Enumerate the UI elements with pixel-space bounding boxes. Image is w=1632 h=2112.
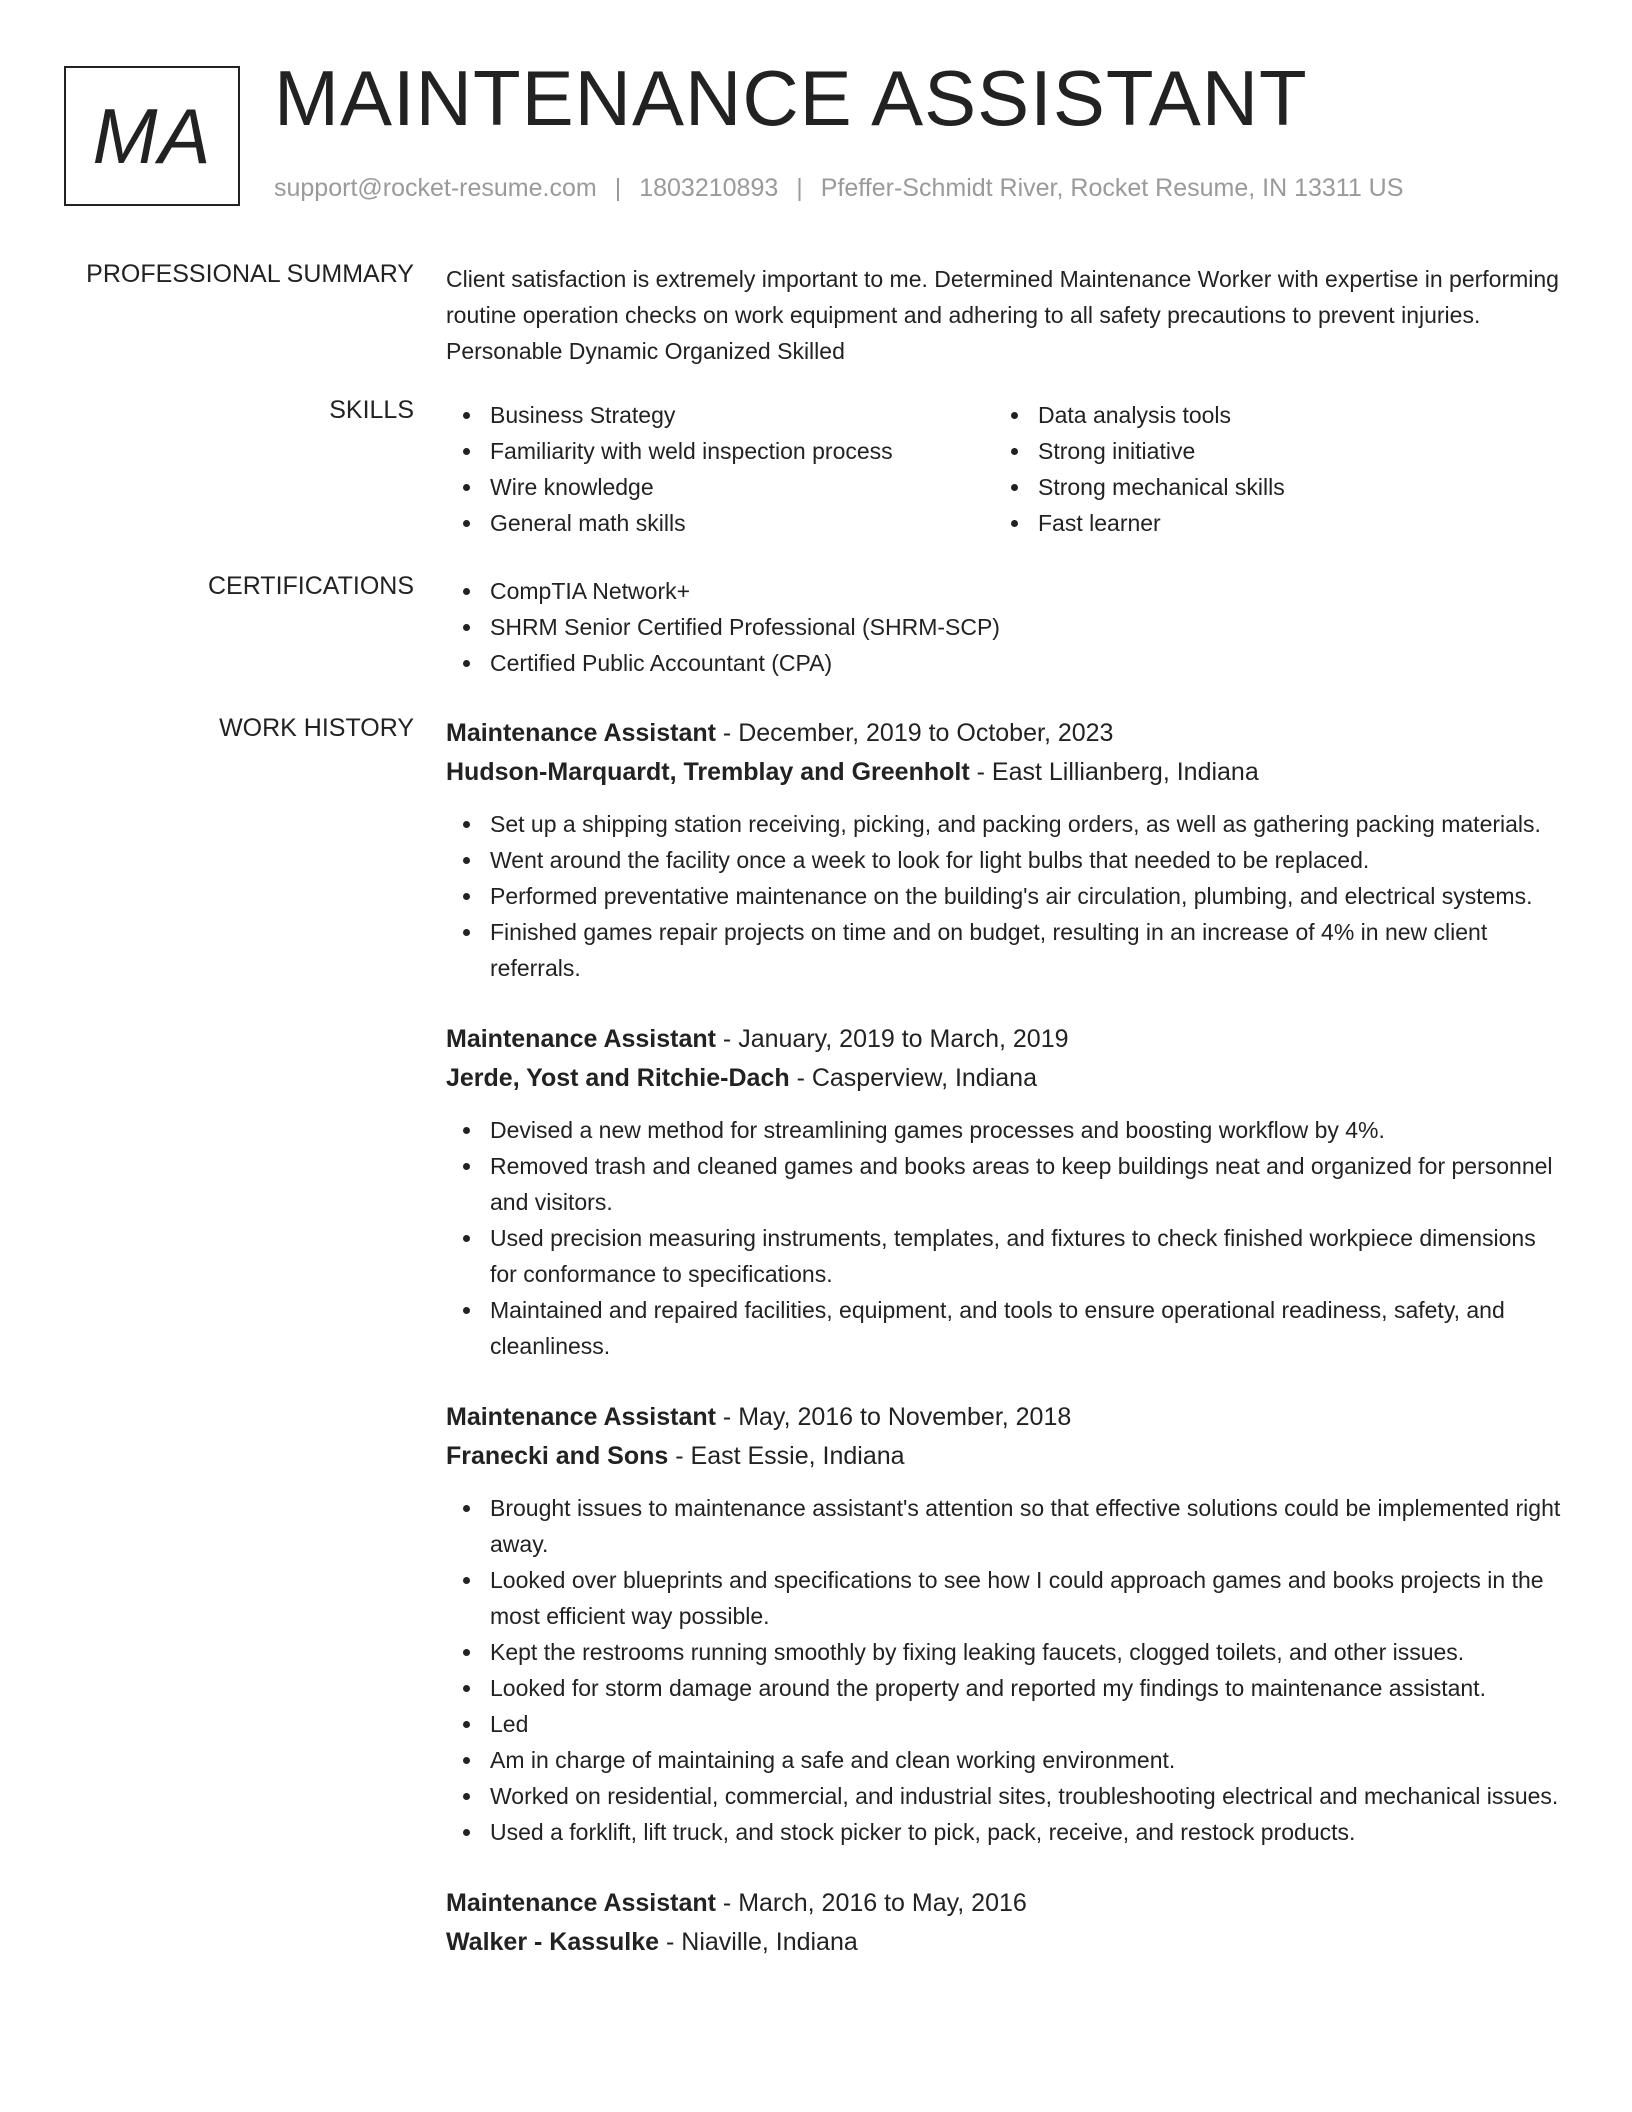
- monogram: MA: [64, 66, 240, 206]
- contact-address: Pfeffer-Schmidt River, Rocket Resume, IN 13311 US: [820, 174, 1404, 202]
- job-title-line: [446, 1020, 1566, 1059]
- job-title: Maintenance Assistant: [446, 1025, 716, 1053]
- job-bullet: Finished games repair projects on time and on budget, resulting in an increase of 4% in new client referrals.: [490, 914, 1566, 986]
- contact-separator: |: [614, 174, 622, 202]
- skill-item: Data analysis tools: [1038, 397, 1542, 433]
- job-company: Franecki and Sons: [446, 1442, 669, 1470]
- job-bullet: Removed trash and cleaned games and books areas to keep buildings neat and organized for personnel and visitors.: [490, 1148, 1566, 1220]
- skill-item: General math skills: [490, 505, 994, 541]
- section-heading-work-history: WORK HISTORY: [219, 714, 414, 742]
- job-bullet: Led: [490, 1706, 1566, 1742]
- job-location: - Casperview, Indiana: [789, 1064, 1037, 1092]
- skill-item: Strong initiative: [1038, 433, 1542, 469]
- section-heading-certifications: CERTIFICATIONS: [207, 572, 414, 600]
- job-bullet: Used a forklift, lift truck, and stock picker to pick, pack, receive, and restock products.: [490, 1814, 1566, 1850]
- job-bullet: Used precision measuring instruments, templates, and fixtures to check finished workpiece dimensions for conformance to specifications.: [490, 1220, 1566, 1292]
- skill-item: Fast learner: [1038, 505, 1542, 541]
- skill-item: Business Strategy: [490, 397, 994, 433]
- job-location: - Niaville, Indiana: [659, 1928, 858, 1956]
- job-location: - East Essie, Indiana: [668, 1442, 905, 1470]
- job-bullet: Worked on residential, commercial, and industrial sites, troubleshooting electrical and mechanical issues.: [490, 1778, 1566, 1814]
- summary-text: Client satisfaction is extremely important to me. Determined Maintenance Worker with expertise in performing routine operation checks on work equipment and adhering to all safety precautions to prevent injuries. Personable Dynamic Organized Skilled: [446, 266, 1559, 364]
- section-heading-summary: PROFESSIONAL SUMMARY: [86, 260, 414, 288]
- certification-item: Certified Public Accountant (CPA): [490, 645, 1566, 681]
- job-title: Maintenance Assistant: [446, 1889, 716, 1917]
- job-bullet: Kept the restrooms running smoothly by fixing leaking faucets, clogged toilets, and other issues.: [490, 1634, 1566, 1670]
- job-company: Walker - Kassulke: [446, 1928, 660, 1956]
- job-title-line: [446, 1398, 1566, 1437]
- job-bullets: [446, 1490, 1566, 1850]
- job-dates: - May, 2016 to November, 2018: [715, 1403, 1072, 1431]
- job-title-line: [446, 714, 1566, 753]
- skill-item: Strong mechanical skills: [1038, 469, 1542, 505]
- job-bullet: Looked for storm damage around the property and reported my findings to maintenance assistant.: [490, 1670, 1566, 1706]
- job-dates: - December, 2019 to October, 2023: [715, 719, 1114, 747]
- skills-list-left: [446, 397, 994, 541]
- job-bullet: Am in charge of maintaining a safe and clean working environment.: [490, 1742, 1566, 1778]
- job-bullets: [446, 1112, 1566, 1364]
- job-bullet: Set up a shipping station receiving, picking, and packing orders, as well as gathering packing materials.: [490, 806, 1566, 842]
- skill-item: Familiarity with weld inspection process: [490, 433, 994, 469]
- job-company: Hudson-Marquardt, Tremblay and Greenholt: [446, 758, 970, 786]
- job-company: Jerde, Yost and Ritchie-Dach: [446, 1064, 790, 1092]
- job-company-line: [446, 753, 1566, 792]
- job-entry: [446, 1398, 1566, 1850]
- contact-phone: 1803210893: [639, 174, 779, 202]
- section-heading-skills: SKILLS: [329, 396, 414, 424]
- job-entry: [446, 1020, 1566, 1364]
- job-location: - East Lillianberg, Indiana: [969, 758, 1259, 786]
- job-bullet: Went around the facility once a week to look for light bulbs that needed to be replaced.: [490, 842, 1566, 878]
- job-bullet: Looked over blueprints and specifications to see how I could approach games and books projects in the most efficient way possible.: [490, 1562, 1566, 1634]
- job-company-line: [446, 1923, 1566, 1962]
- contact-line: [274, 174, 1403, 203]
- job-title-line: [446, 1884, 1566, 1923]
- job-bullet: Maintained and repaired facilities, equipment, and tools to ensure operational readiness, safety, and cleanliness.: [490, 1292, 1566, 1364]
- certifications-list: [446, 573, 1566, 681]
- job-bullet: Devised a new method for streamlining games processes and boosting workflow by 4%.: [490, 1112, 1566, 1148]
- contact-email: support@rocket-resume.com: [274, 174, 597, 202]
- job-bullet: Performed preventative maintenance on the building's air circulation, plumbing, and electrical systems.: [490, 878, 1566, 914]
- skill-item: Wire knowledge: [490, 469, 994, 505]
- job-bullets: [446, 806, 1566, 986]
- job-dates: - January, 2019 to March, 2019: [715, 1025, 1069, 1053]
- job-entry: [446, 1884, 1566, 1962]
- job-title: Maintenance Assistant: [446, 719, 716, 747]
- certification-item: CompTIA Network+: [490, 573, 1566, 609]
- job-entry: [446, 714, 1566, 986]
- job-company-line: [446, 1059, 1566, 1098]
- page-title: MAINTENANCE ASSISTANT: [274, 54, 1308, 142]
- job-company-line: [446, 1437, 1566, 1476]
- contact-separator: |: [796, 174, 803, 202]
- skills-list-right: [994, 397, 1542, 541]
- job-dates: - March, 2016 to May, 2016: [715, 1889, 1027, 1917]
- certification-item: SHRM Senior Certified Professional (SHRM-SCP): [490, 609, 1566, 645]
- job-bullet: Brought issues to maintenance assistant's attention so that effective solutions could be implemented right away.: [490, 1490, 1566, 1562]
- job-title: Maintenance Assistant: [446, 1403, 716, 1431]
